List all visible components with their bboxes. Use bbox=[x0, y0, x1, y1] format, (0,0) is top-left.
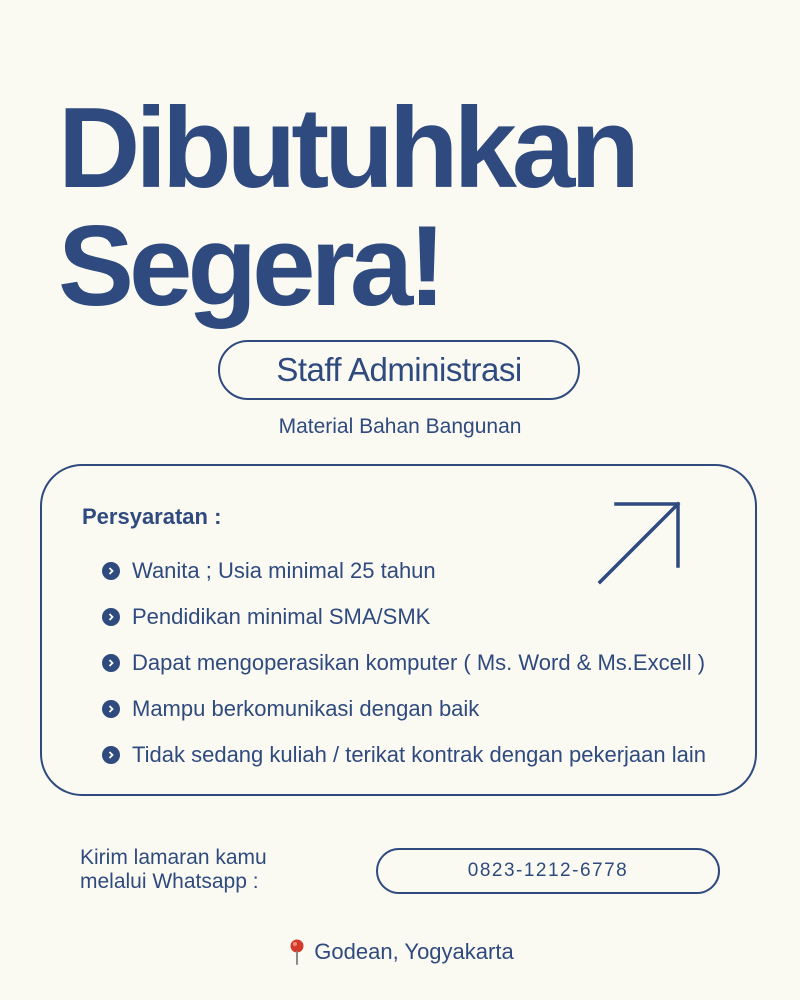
phone-number[interactable]: 0823-1212-6778 bbox=[467, 860, 629, 881]
chevron-right-circle-icon bbox=[102, 562, 120, 580]
requirement-item bbox=[102, 640, 706, 686]
contact-label-line-1: Kirim lamaran kamu bbox=[80, 846, 267, 869]
position-badge bbox=[218, 340, 580, 400]
requirement-item bbox=[102, 594, 706, 640]
headline bbox=[58, 85, 635, 330]
requirement-item bbox=[102, 548, 706, 594]
requirements-list bbox=[102, 548, 706, 778]
requirement-text: Tidak sedang kuliah / terikat kontrak dengan pekerjaan lain bbox=[132, 742, 706, 767]
contact-label-line-2: melalui Whatsapp : bbox=[80, 870, 259, 893]
position-title: Staff Administrasi bbox=[276, 351, 522, 388]
requirement-item bbox=[102, 732, 706, 778]
requirement-item bbox=[102, 686, 706, 732]
requirement-text: Mampu berkomunikasi dengan baik bbox=[132, 696, 480, 721]
map-pin-icon bbox=[286, 938, 308, 966]
location-text: Godean, Yogyakarta bbox=[314, 939, 514, 964]
chevron-right-circle-icon bbox=[102, 746, 120, 764]
requirement-text: Wanita ; Usia minimal 25 tahun bbox=[132, 558, 436, 583]
headline-line-1: Dibutuhkan bbox=[58, 85, 635, 212]
requirements-card bbox=[40, 464, 757, 796]
contact-label bbox=[80, 846, 267, 894]
whatsapp-number-box[interactable] bbox=[376, 848, 720, 894]
location bbox=[0, 938, 800, 966]
requirement-text: Dapat mengoperasikan komputer ( Ms. Word & Ms.Excell ) bbox=[132, 650, 706, 675]
chevron-right-circle-icon bbox=[102, 608, 120, 626]
chevron-right-circle-icon bbox=[102, 654, 120, 672]
requirement-text: Pendidikan minimal SMA/SMK bbox=[132, 604, 431, 629]
headline-line-2: Segera! bbox=[58, 203, 442, 330]
requirements-title: Persyaratan : bbox=[82, 504, 222, 529]
company-name: Material Bahan Bangunan bbox=[278, 415, 522, 438]
chevron-right-circle-icon bbox=[102, 700, 120, 718]
